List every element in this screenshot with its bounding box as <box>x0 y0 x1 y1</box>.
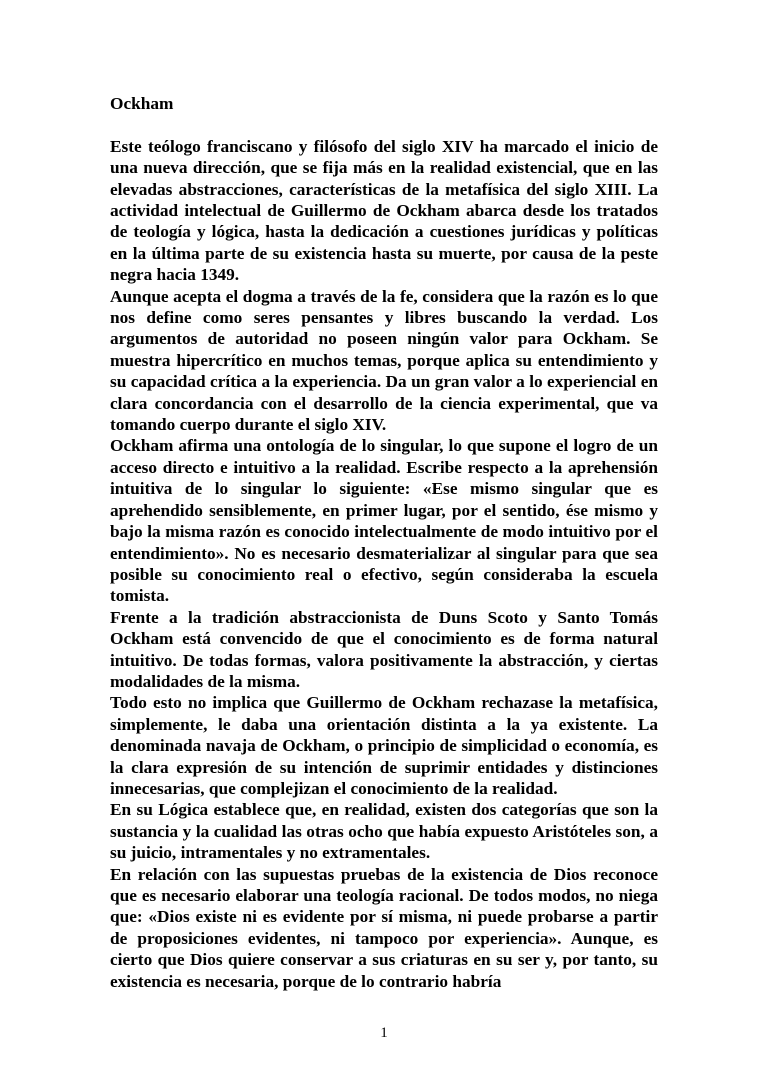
page-number: 1 <box>380 1025 388 1041</box>
paragraph-logic: En su Lógica establece que, en realidad, existen dos categorías que son la sustancia y la cualidad las otras ocho que había expuesto Aristóteles son, a su juicio, intramentales y no extramentales. <box>110 800 658 863</box>
paragraph-god: En relación con las supuestas pruebas de la existencia de Dios reconoce que es necesario elaborar una teología racional. De todos modos, no niega que: «Dios existe ni es evidente por sí misma, ni puede probarse a partir de proposiciones evidentes, ni tampoco por experiencia». Aunque, es cierto que Dios quiere conservar a sus criaturas en su ser y, por tanto, su existencia es necesaria, porque de lo contrario habría <box>110 864 658 991</box>
paragraph-metaphysics: Todo esto no implica que Guillermo de Ockham rechazase la metafísica, simplemente, le daba una orientación distinta a la ya existente. La denominada navaja de Ockham, o principio de simplicidad o economía, es la clara expresión de su intención de suprimir entidades y distinciones innecesarias, que complejizan el conocimiento de la realidad. <box>110 693 658 798</box>
page-title: Ockham <box>110 94 174 113</box>
document-body <box>110 93 658 992</box>
paragraph-intro: Este teólogo franciscano y filósofo del siglo XIV ha marcado el inicio de una nueva dirección, que se fija más en la realidad existencial, que en las elevadas abstracciones, características de la metafísica del siglo XIII. La actividad intelectual de Guillermo de Ockham abarca desde los tratados de teología y lógica, hasta la dedicación a cuestiones jurídicas y políticas en la última parte de su existencia hasta su muerte, por causa de la peste negra hacia 1349. <box>110 136 658 285</box>
paragraph-reason: Aunque acepta el dogma a través de la fe, considera que la razón es lo que nos define como seres pensantes y libres buscando la verdad. Los argumentos de autoridad no poseen ningún valor para Ockham. Se muestra hipercrítico en muchos temas, porque aplica su entendimiento y su capacidad crítica a la experiencia. Da un gran valor a lo experiencial en clara concordancia con el desarrollo de la ciencia experimental, que va tomando cuerpo durante el siglo XIV. <box>110 286 658 435</box>
paragraph-ontology: Ockham afirma una ontología de lo singular, lo que supone el logro de un acceso directo e intuitivo a la realidad. Escribe respecto a la aprehensión intuitiva de lo singular lo siguiente: «Ese mismo singular que es aprehendido sensiblemente, en primer lugar, por el sentido, ése mismo y bajo la misma razón es conocido intelectualmente de modo intuitivo por el entendimiento». No es necesario desmaterializar al singular para que sea posible su conocimiento real o efectivo, según consideraba la escuela tomista. <box>110 436 658 606</box>
paragraph-abstraction: Frente a la tradición abstraccionista de Duns Scoto y Santo Tomás Ockham está convencido de que el conocimiento es de forma natural intuitivo. De todas formas, valora positivamente la abstracción, y ciertas modalidades de la misma. <box>110 607 658 691</box>
title-spacer <box>110 114 658 135</box>
